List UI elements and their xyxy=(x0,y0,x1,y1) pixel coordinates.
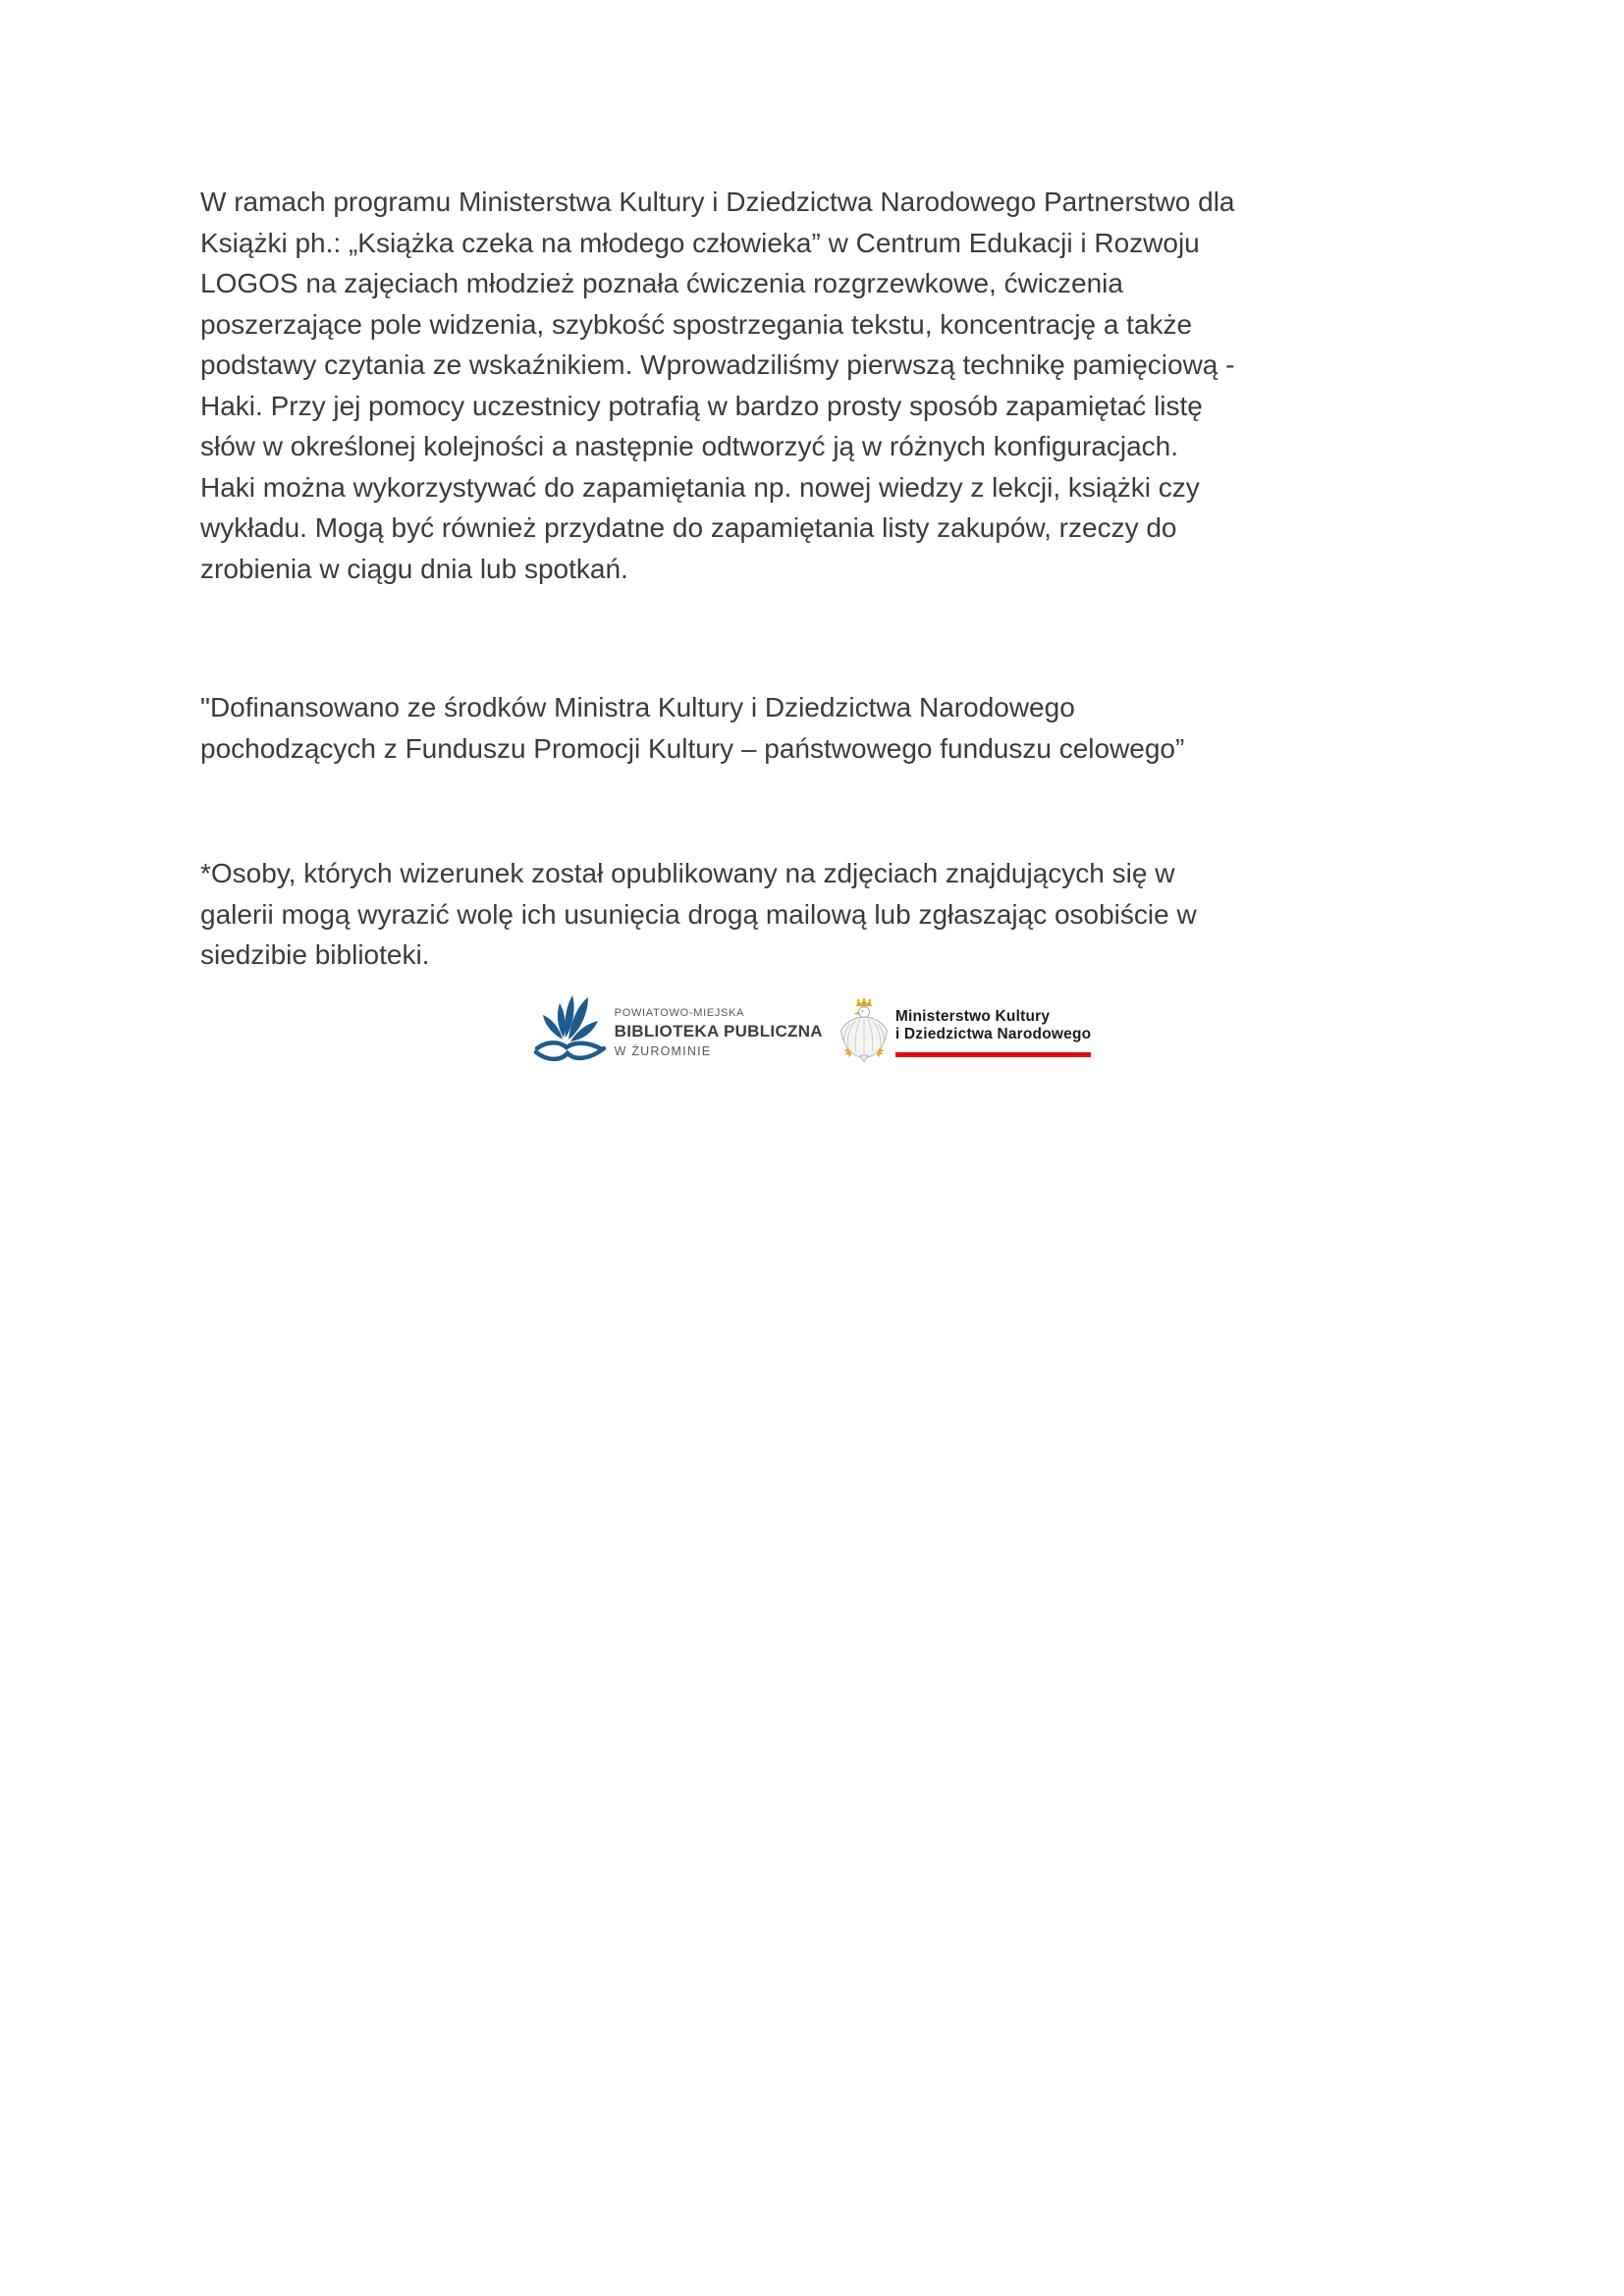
text-line: "Dofinansowano ze środków Ministra Kultury i Dziedzictwa Narodowego xyxy=(200,692,1075,722)
library-logo-text xyxy=(615,1007,823,1058)
text-line: Haki. Przy jej pomocy uczestnicy potrafią w bardzo prosty sposób zapamiętać listę xyxy=(200,390,1203,421)
library-logo-line2: BIBLIOTEKA PUBLICZNA xyxy=(614,1021,823,1041)
footer-logos xyxy=(0,988,1624,1076)
text-line: siedzibie biblioteki. xyxy=(200,939,430,970)
text-line: słów w określonej kolejności a następnie odtworzyć ją w różnych konfiguracjach. xyxy=(200,431,1179,461)
body-paragraph-funding-quote xyxy=(200,687,1447,769)
ministry-red-underline xyxy=(895,1052,1091,1057)
text-line: W ramach programu Ministerstwa Kultury i Dziedzictwa Narodowego Partnerstwo dla xyxy=(200,187,1235,217)
text-line: pochodzących z Funduszu Promocji Kultury – państwowego funduszu celowego” xyxy=(200,732,1185,764)
polish-eagle-emblem-icon xyxy=(839,997,890,1067)
open-book-with-leaves-icon xyxy=(533,988,608,1076)
body-paragraph-1 xyxy=(200,182,1447,589)
text-line: Książki ph.: „Książka czeka na młodego człowieka” w Centrum Edukacji i Rozwoju xyxy=(200,227,1200,258)
text-line: poszerzające pole widzenia, szybkość spostrzegania tekstu, koncentrację a także xyxy=(200,308,1193,340)
ministry-logo xyxy=(839,997,1091,1067)
ministry-logo-line1: Ministerstwo Kultury xyxy=(894,1007,1051,1025)
text-line: galerii mogą wyrazić wolę ich usunięcia drogą mailową lub zgłaszając osobiście w xyxy=(200,898,1197,930)
library-logo-line1: POWIATOWO-MIEJSKA xyxy=(614,1006,745,1019)
text-line: *Osoby, których wizerunek został opublikowany na zdjęciach znajdujących się w xyxy=(200,858,1175,888)
text-line: Haki można wykorzystywać do zapamiętania np. nowej wiedzy z lekcji, książki czy xyxy=(200,471,1200,503)
ministry-logo-text xyxy=(895,1008,1091,1057)
body-paragraph-photo-note xyxy=(200,853,1447,976)
document-body xyxy=(200,182,1447,976)
library-logo xyxy=(533,988,823,1076)
library-logo-line3: W ŻUROMINIE xyxy=(614,1043,712,1058)
text-line: podstawy czytania ze wskaźnikiem. Wprowadziliśmy pierwszą technikę pamięciową - xyxy=(200,349,1235,380)
ministry-logo-line2: i Dziedzictwa Narodowego xyxy=(894,1025,1092,1042)
text-line: wykładu. Mogą być również przydatne do zapamiętania listy zakupów, rzeczy do xyxy=(200,512,1177,543)
text-line: zrobienia w ciągu dnia lub spotkań. xyxy=(200,553,628,584)
text-line: LOGOS na zajęciach młodzież poznała ćwiczenia rozgrzewkowe, ćwiczenia xyxy=(200,268,1123,298)
